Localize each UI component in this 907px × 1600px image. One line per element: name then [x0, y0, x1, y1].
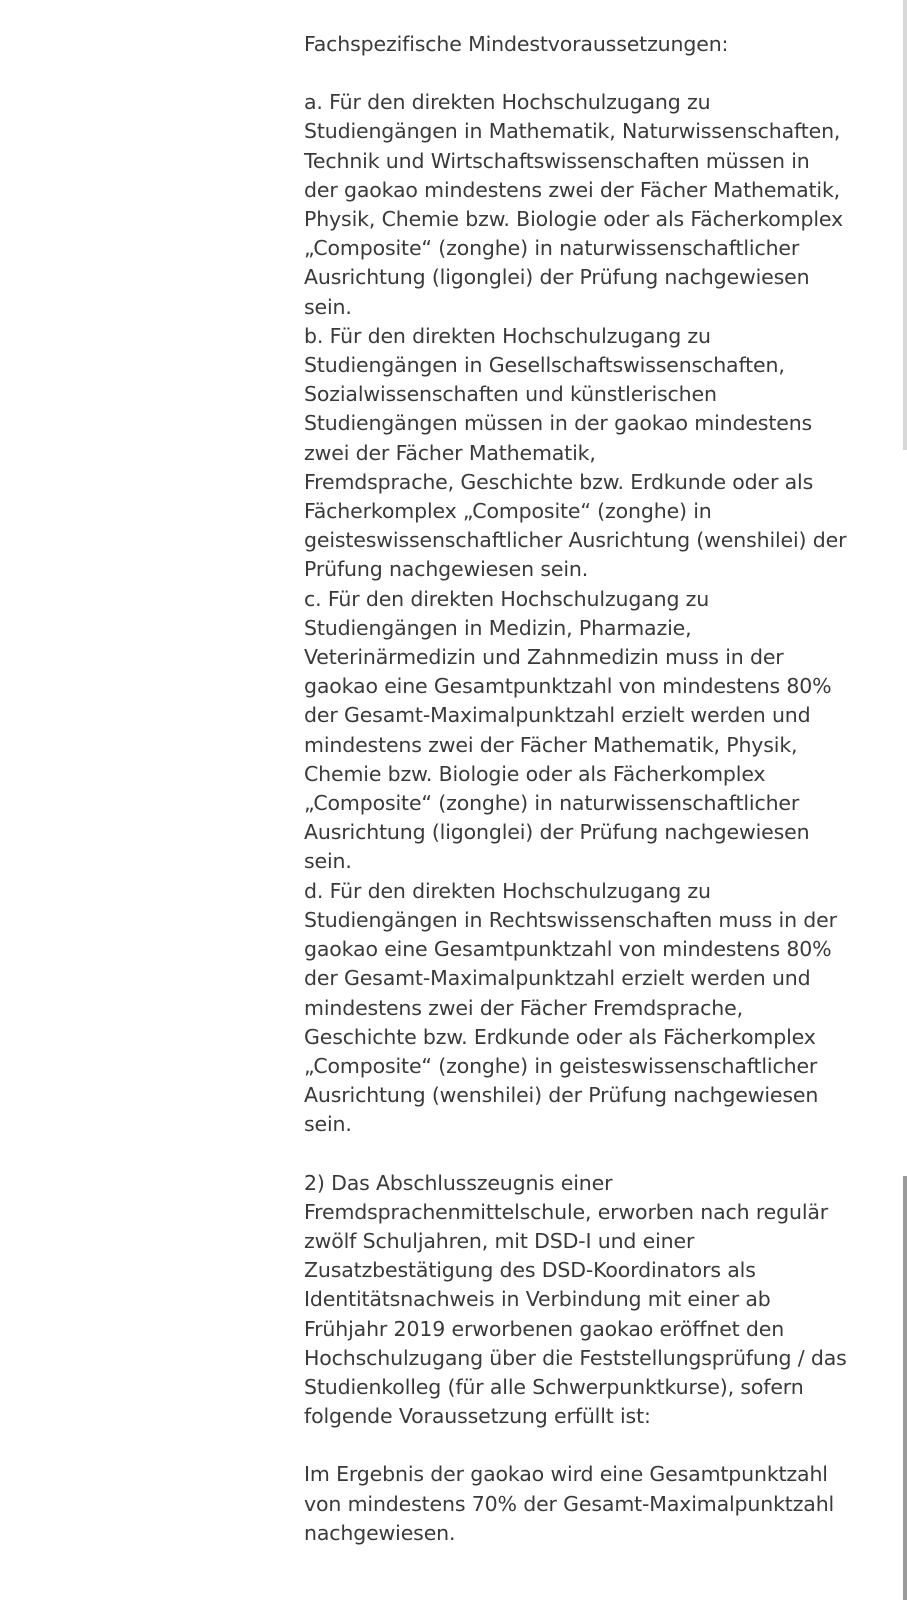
spacer [304, 1431, 894, 1460]
requirement-c: c. Für den direkten Hochschulzugang zu Studiengängen in Medizin, Pharmazie, Veterinärmedizin und Zahnmedizin muss in der gaokao eine Gesamtpunktzahl von mindestens 80% der Gesamt-Maximalpunktzahl erzielt werden und mindestens zwei der Fächer Mathematik, Physik, Chemie bzw. Biologie oder als Fächerkomplex „Composite“ (zonghe) in naturwissenschaftlicher Ausrichtung (ligonglei) der Prüfung nachgewiesen sein. [304, 586, 832, 874]
scrollbar-track-upper[interactable] [903, 0, 907, 450]
scrollbar-thumb[interactable] [903, 1176, 907, 1600]
result-paragraph: Im Ergebnis der gaokao wird eine Gesamtpunktzahl von mindestens 70% der Gesamt-Maximalpunktzahl nachgewiesen. [304, 1462, 835, 1545]
document-body [304, 30, 894, 1548]
spacer [304, 1140, 894, 1169]
section-2-paragraph: 2) Das Abschlusszeugnis einer Fremdsprachenmittelschule, erworben nach regulär zwölf Schuljahren, mit DSD-I und einer Zusatzbestätigung des DSD-Koordinators als Identitätsnachweis in Verbindung mit einer ab Frühjahr 2019 erworbenen gaokao eröffnet den Hochschulzugang über die Feststellungsprüfung / das Studienkolleg (für alle Schwerpunktkurse), sofern folgende Voraussetzung erfüllt ist: [304, 1170, 847, 1429]
spacer [304, 59, 894, 88]
requirement-b: b. Für den direkten Hochschulzugang zu Studiengängen in Gesellschaftswissenschaften, Sozialwissenschaften und künstlerischen Studiengängen müssen in der gaokao mindestens zwei der Fächer Mathematik, Fremdsprache, Geschichte bzw. Erdkunde oder als Fächerkomplex „Composite“ (zonghe) in geisteswissenschaftlicher Ausrichtung (wenshilei) der Prüfung nachgewiesen sein. [304, 323, 847, 582]
requirement-d: d. Für den direkten Hochschulzugang zu Studiengängen in Rechtswissenschaften muss in der gaokao eine Gesamtpunktzahl von mindestens 80% der Gesamt-Maximalpunktzahl erzielt werden und mindestens zwei der Fächer Fremdsprache, Geschichte bzw. Erdkunde oder als Fächerkomplex „Composite“ (zonghe) in geisteswissenschaftlicher Ausrichtung (wenshilei) der Prüfung nachgewiesen sein. [304, 878, 837, 1137]
heading: Fachspezifische Mindestvoraussetzungen: [304, 32, 729, 56]
requirement-a: a. Für den direkten Hochschulzugang zu Studiengängen in Mathematik, Naturwissenschaften, Technik und Wirtschaftswissenschaften müssen in der gaokao mindestens zwei der Fächer Mathematik, Physik, Chemie bzw. Biologie oder als Fächerkomplex „Composite“ (zonghe) in naturwissenschaftlicher Ausrichtung (ligonglei) der Prüfung nachgewiesen sein. [304, 90, 843, 319]
